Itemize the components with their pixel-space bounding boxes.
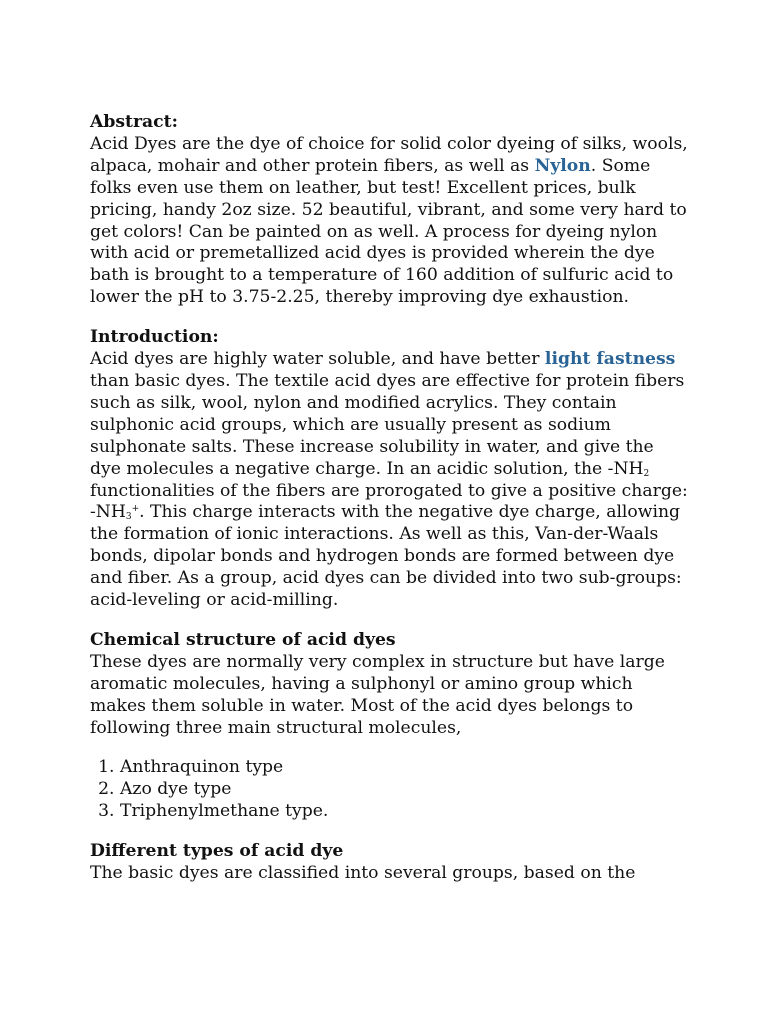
abstract-section: [90, 112, 690, 309]
chemical-structure-section: [90, 630, 690, 740]
abstract-text-1: Acid Dyes are the dye of choice for solid color dyeing of silks, wools, alpaca, mohair and other protein fibers, as well as: [90, 133, 688, 176]
types-paragraph: The basic dyes are classified into several groups, based on the: [90, 863, 636, 884]
abstract-heading: Abstract:: [90, 112, 178, 132]
types-section: [90, 841, 690, 885]
chemical-structure-paragraph: These dyes are normally very complex in structure but have large aromatic molecules, having a sulphonyl or amino group which makes them soluble in water. Most of the acid dyes belongs to following three main structural molecules,: [90, 651, 665, 738]
list-item: 2. Azo dye type: [120, 779, 690, 801]
subscript-3: 3: [125, 512, 132, 523]
list-item: 3. Triphenylmethane type.: [120, 801, 690, 823]
list-item: 1. Anthraquinon type: [120, 757, 690, 779]
introduction-heading: Introduction:: [90, 327, 219, 348]
abstract-text-2: . Some folks even use them on leather, but test! Excellent prices, bulk pricing, handy 2oz size. 52 beautiful, vibrant, and some very hard to get colors! Can be painted on as well. A process for dyeing nylon with acid or premetallized acid dyes is provided wherein the dye bath is brought to a temperature of 160 addition of sulfuric acid to lower the pH to 3.75-2.25, thereby improving dye exhaustion.: [90, 155, 687, 308]
types-heading: Different types of acid dye: [90, 841, 344, 862]
abstract-paragraph: [90, 134, 690, 309]
nylon-link[interactable]: Nylon: [534, 155, 591, 176]
light-fastness-link[interactable]: light fastness: [544, 349, 676, 370]
introduction-text-3: functionalities of the fibers are prorogated to give a positive charge: -NH: [90, 480, 688, 523]
chemical-structure-heading: Chemical structure of acid dyes: [90, 629, 396, 650]
introduction-section: [90, 327, 690, 612]
introduction-text-1: Acid dyes are highly water soluble, and have better: [90, 349, 545, 370]
structure-types-list: [90, 757, 690, 823]
superscript-plus: +: [131, 504, 140, 515]
introduction-paragraph: [90, 349, 690, 612]
subscript-2: 2: [643, 468, 650, 479]
document-body: [90, 112, 690, 885]
introduction-text-2: than basic dyes. The textile acid dyes are effective for protein fibers such as silk, wool, nylon and modified acrylics. They contain sulphonic acid groups, which are usually present as sodium sulphonate salts. These increase solubility in water, and give the dye molecules a negative charge. In an acidic solution, the -NH: [90, 370, 685, 479]
introduction-text-4: . This charge interacts with the negative dye charge, allowing the formation of ionic interactions. As well as this, Van-der-Waals bonds, dipolar bonds and hydrogen bonds are formed between dye and fiber. As a group, acid dyes can be divided into two sub-groups: acid-leveling or acid-milling.: [90, 502, 682, 611]
